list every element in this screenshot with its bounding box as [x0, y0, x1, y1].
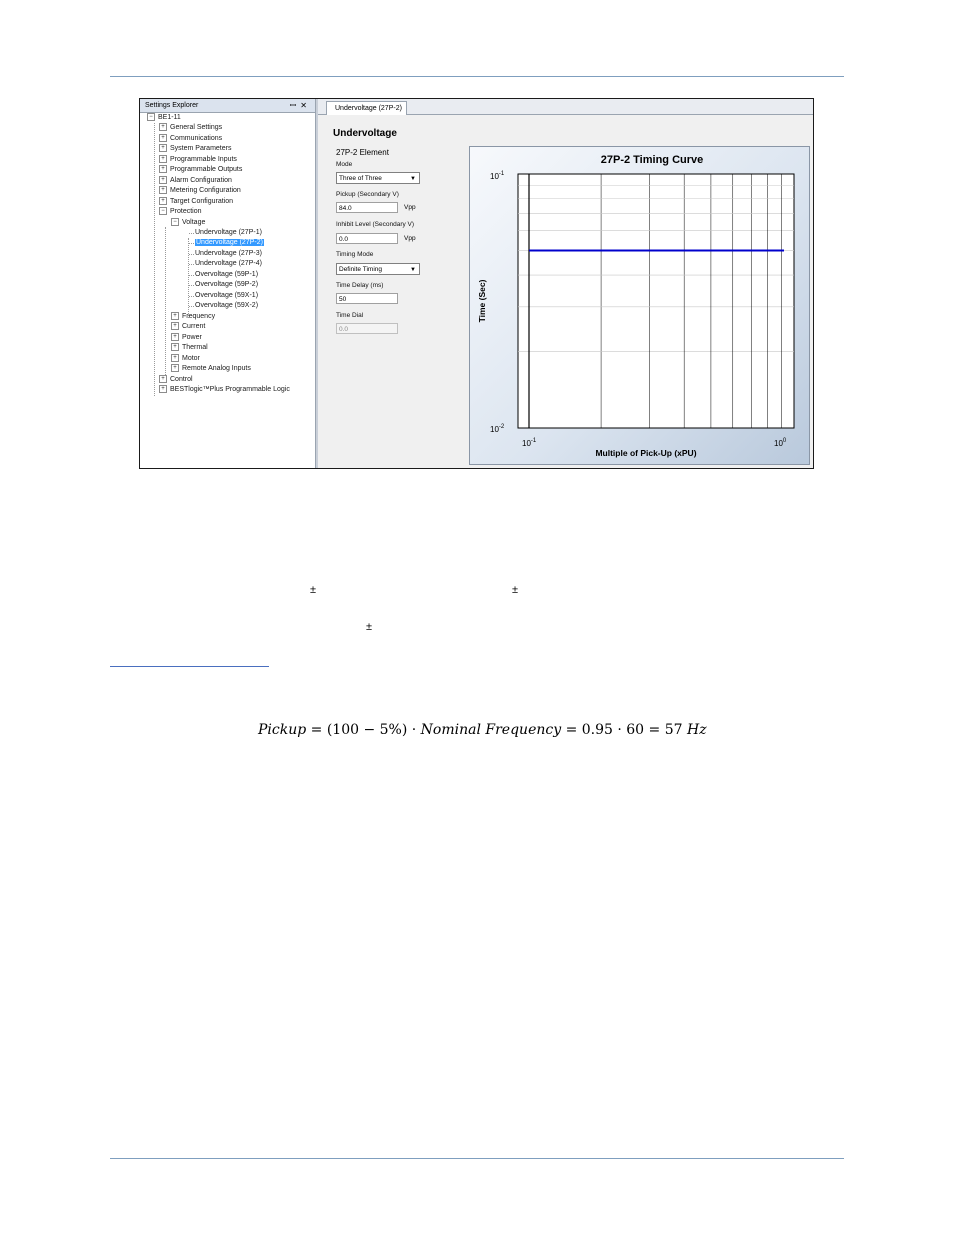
tree-node-frequency[interactable]: + Frequency — [171, 312, 215, 322]
formula-unit: Hz — [687, 722, 707, 738]
chevron-down-icon: ▼ — [410, 267, 416, 273]
tab-bar — [318, 99, 813, 115]
tree-node-uv-27p4[interactable]: Undervoltage (27P-4) — [195, 260, 262, 267]
tree-line — [189, 285, 194, 286]
tree-node-uv-27p3[interactable]: Undervoltage (27P-3) — [195, 250, 262, 257]
tree-node-programmable-inputs[interactable]: + Programmable Inputs — [159, 155, 237, 165]
chevron-down-icon: ▼ — [410, 176, 416, 182]
tree-node-alarm-configuration[interactable]: + Alarm Configuration — [159, 176, 232, 186]
tree-line — [154, 123, 155, 396]
tree-line — [189, 233, 194, 234]
tree-node-uv-27p2[interactable]: Undervoltage (27P-2) — [196, 239, 263, 246]
header-rule — [110, 76, 844, 77]
inhibit-level-input[interactable]: 0.0 — [336, 233, 398, 244]
x-tick-label: $10^0$ — [774, 438, 787, 448]
tree-node-remote-analog-inputs[interactable]: + Remote Analog Inputs — [171, 364, 251, 374]
x-tick-label: $10^{-1}$ — [522, 438, 537, 448]
tree-node-general-settings[interactable]: + General Settings — [159, 123, 222, 133]
application-screenshot — [139, 98, 814, 469]
time-delay-label: Time Delay (ms) — [336, 282, 384, 289]
mode-label: Mode — [336, 161, 353, 168]
plus-minus-symbol: ± — [366, 621, 373, 633]
pickup-unit: Vpp — [404, 204, 416, 211]
tree-line — [189, 254, 194, 255]
timing-mode-label: Timing Mode — [336, 251, 374, 258]
tree-node-communications[interactable]: + Communications — [159, 134, 222, 144]
tree-line — [189, 275, 194, 276]
tree-line — [189, 243, 194, 244]
timing-curve-svg — [470, 147, 811, 466]
inhibit-level-unit: Vpp — [404, 235, 416, 242]
x-axis-label: Multiple of Pick-Up (xPU) — [595, 448, 697, 458]
inhibit-level-label: Inhibit Level (Secondary V) — [336, 221, 415, 228]
pickup-input[interactable]: 84.0 — [336, 202, 398, 213]
close-icon[interactable]: ✕ — [300, 101, 311, 110]
tree-node-bestlogic[interactable]: + BESTlogic™Plus Programmable Logic — [159, 385, 290, 395]
tree-line — [189, 296, 194, 297]
tree-node-ov-59p1[interactable]: Overvoltage (59P-1) — [195, 271, 259, 278]
tree-node-control[interactable]: + Control — [159, 375, 193, 385]
formula-lhs: Pickup — [258, 722, 307, 738]
timing-mode-select[interactable] — [336, 263, 420, 275]
tree-node-protection[interactable]: − Protection — [159, 207, 202, 217]
tree-node-voltage[interactable]: − Voltage — [171, 218, 205, 228]
footer-rule — [110, 1158, 844, 1159]
plus-minus-symbol: ± — [512, 584, 519, 596]
settings-explorer-header — [140, 99, 315, 113]
time-delay-input[interactable]: 50 — [336, 293, 398, 304]
pickup-formula — [258, 722, 718, 738]
formula-eq2: = 0.95 · 60 = 57 — [561, 722, 687, 738]
pin-icon[interactable]: ꟷ — [289, 101, 301, 110]
timing-curve-chart — [469, 146, 810, 465]
settings-panel — [316, 99, 813, 468]
tree-node-thermal[interactable]: + Thermal — [171, 343, 208, 353]
chart-title: 27P-2 Timing Curve — [600, 154, 704, 166]
tree-node-root[interactable]: − BE1-11 — [147, 113, 181, 123]
tree-node-programmable-outputs[interactable]: + Programmable Outputs — [159, 165, 242, 175]
tree-line — [189, 306, 194, 307]
settings-explorer — [140, 99, 316, 468]
tree-node-ov-59p2[interactable]: Overvoltage (59P-2) — [195, 281, 259, 288]
timing-mode-select-value: Definite Timing — [339, 266, 382, 273]
tree-node-system-parameters[interactable]: + System Parameters — [159, 144, 231, 154]
tree-node-uv-27p1[interactable]: Undervoltage (27P-1) — [195, 229, 262, 236]
tree-node-ov-59x2[interactable]: Overvoltage (59X-2) — [195, 302, 259, 309]
mode-select-value: Three of Three — [339, 175, 382, 182]
y-axis-label: Time (Sec) — [477, 279, 487, 323]
settings-explorer-title: Settings Explorer — [145, 102, 199, 109]
plus-minus-symbol: ± — [310, 584, 317, 596]
pickup-label: Pickup (Secondary V) — [336, 191, 399, 198]
element-title: 27P-2 Element — [336, 148, 389, 157]
tree-node-ov-59x1[interactable]: Overvoltage (59X-1) — [195, 292, 259, 299]
tab-undervoltage-27p2[interactable]: Undervoltage (27P-2) — [326, 101, 407, 115]
plot-area — [518, 174, 794, 428]
formula-nominal: Nominal Frequency — [420, 722, 562, 738]
formula-eq1: = (100 − 5%) · — [306, 722, 421, 738]
mode-select[interactable] — [336, 172, 420, 184]
time-dial-input: 0.0 — [336, 323, 398, 334]
tree-line — [189, 264, 194, 265]
y-tick-label: $10^{-1}$ — [490, 171, 505, 181]
tree-node-metering-configuration[interactable]: + Metering Configuration — [159, 186, 241, 196]
y-tick-label: $10^{-2}$ — [490, 424, 505, 434]
section-title: Undervoltage — [333, 128, 397, 139]
tree-node-power[interactable]: + Power — [171, 333, 202, 343]
tree-node-target-configuration[interactable]: + Target Configuration — [159, 197, 233, 207]
tree-line — [165, 227, 166, 381]
tree-node-motor[interactable]: + Motor — [171, 354, 200, 364]
hyperlink-underline[interactable] — [110, 666, 269, 667]
tree-node-current[interactable]: + Current — [171, 322, 205, 332]
time-dial-label: Time Dial — [336, 312, 364, 319]
